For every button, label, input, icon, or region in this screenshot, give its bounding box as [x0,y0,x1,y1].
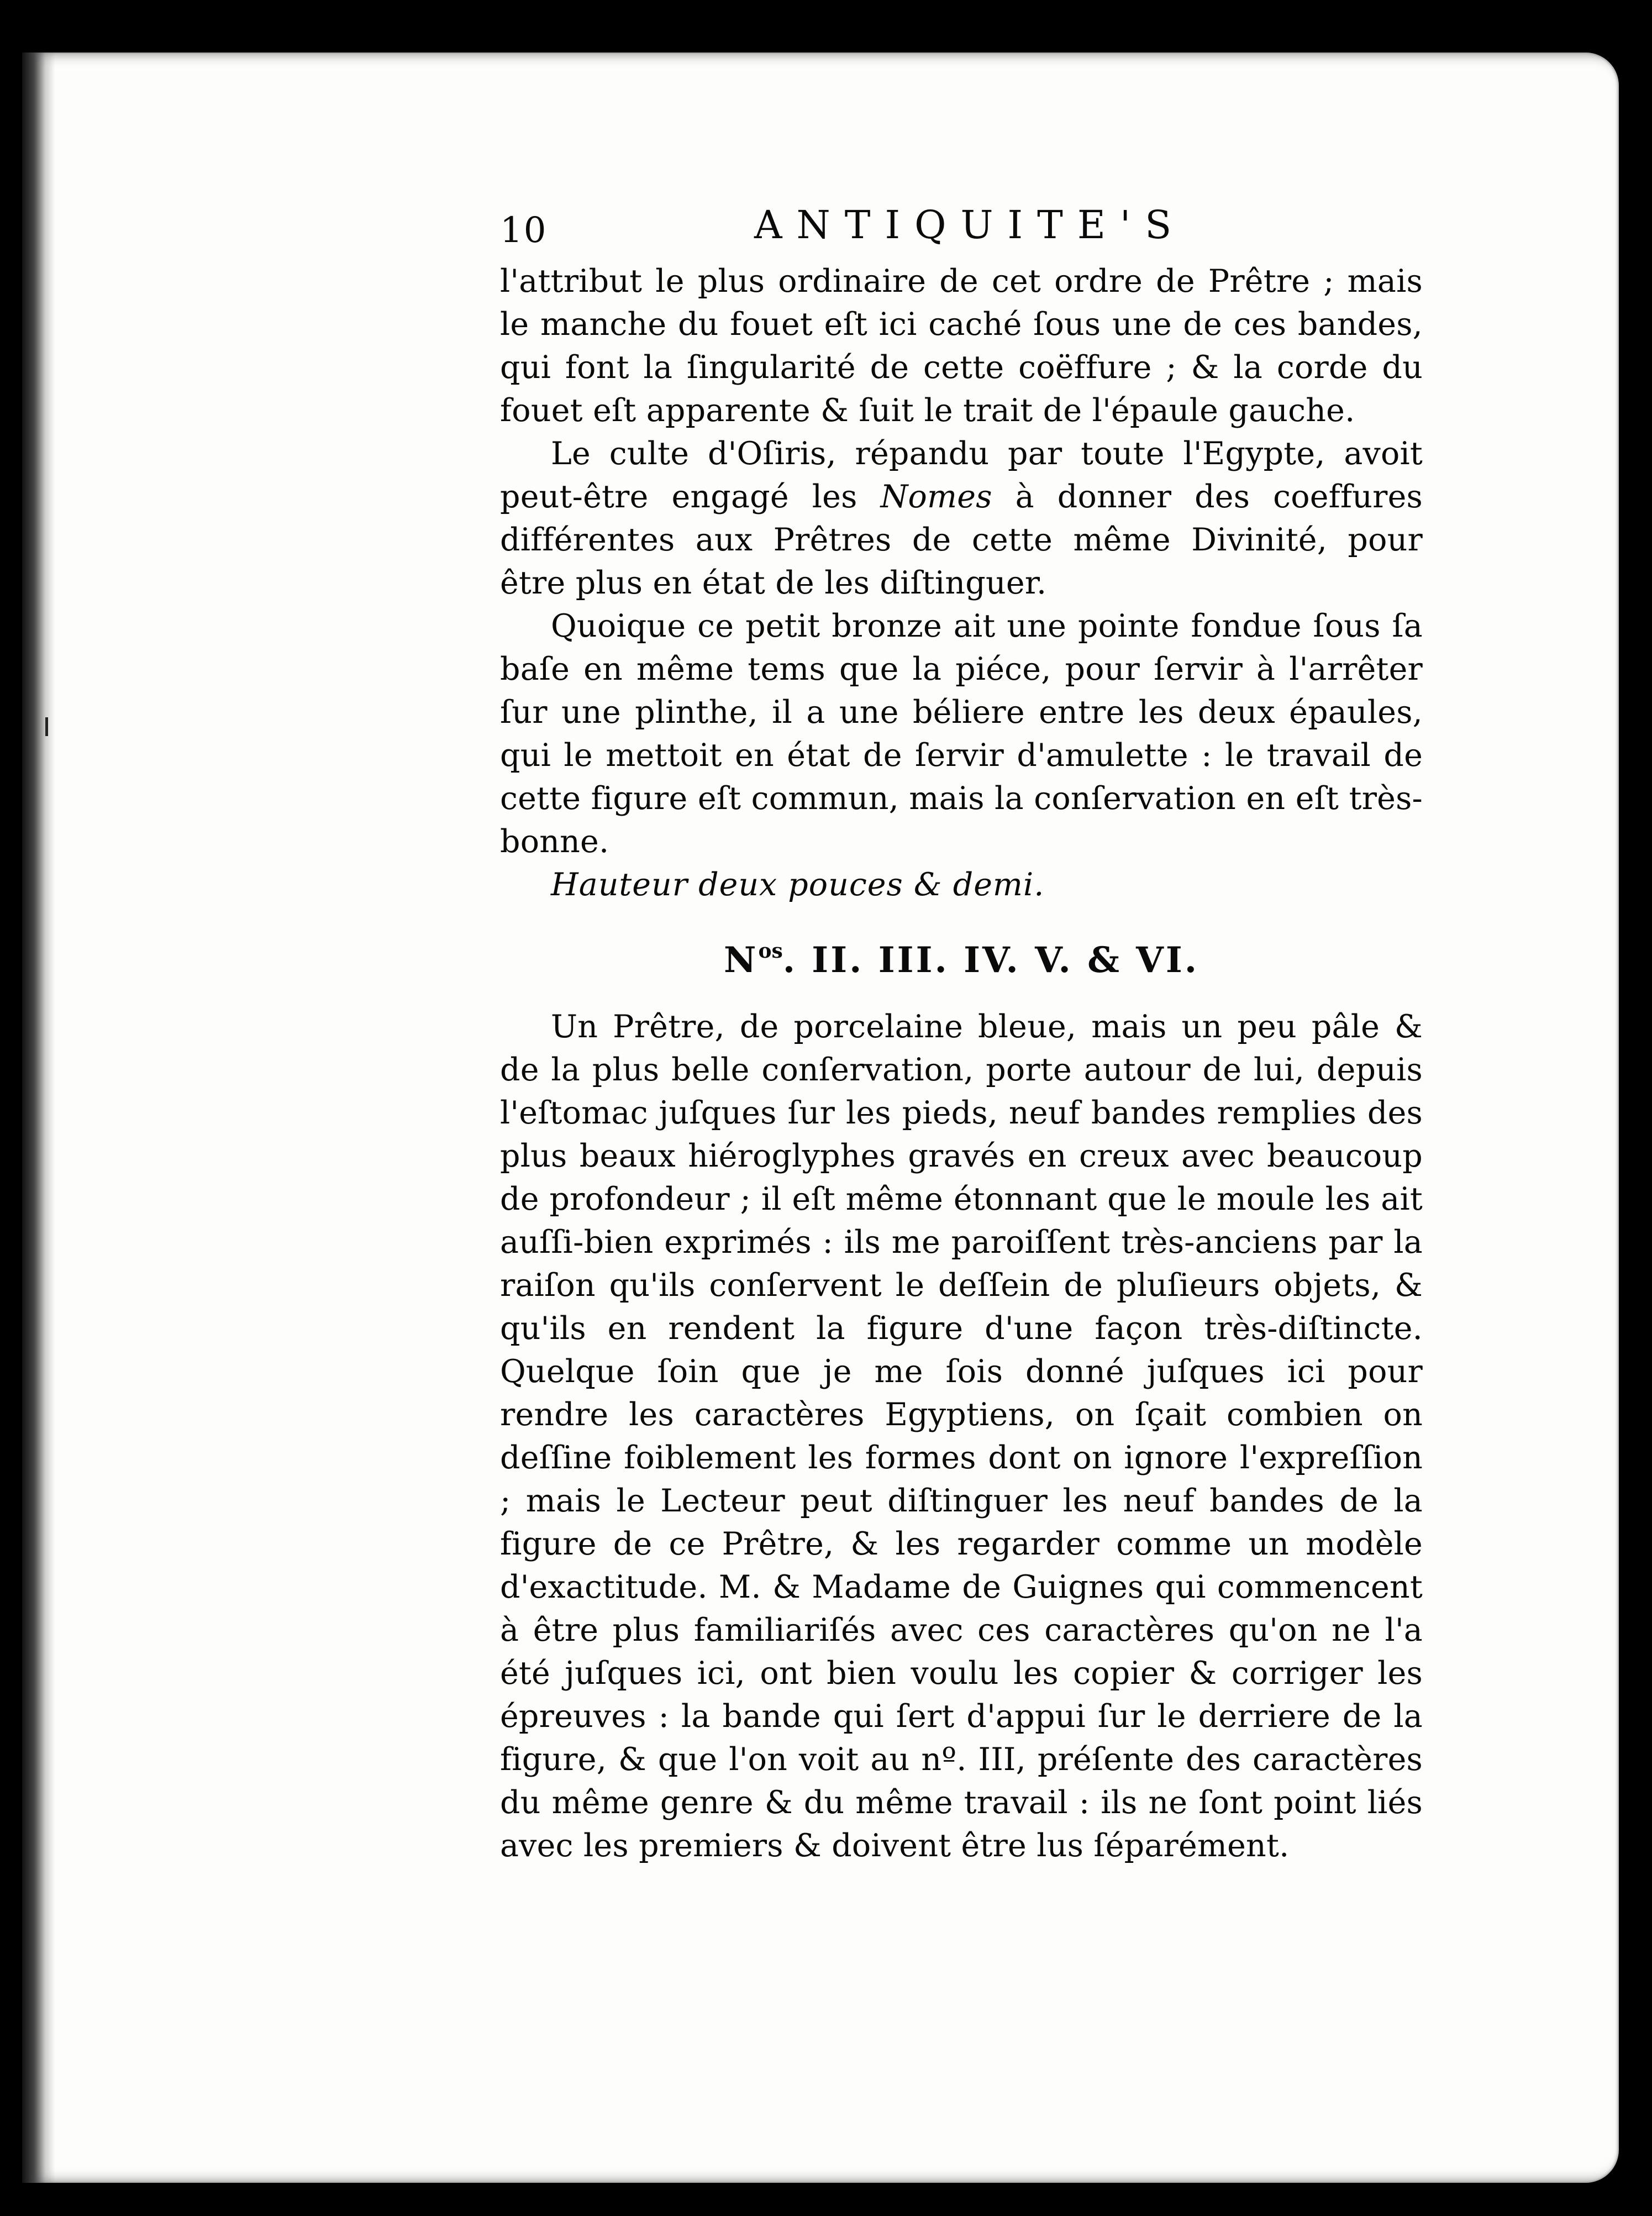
section-heading-title: . II. III. IV. V. & VI. [782,939,1199,981]
dimensions-caption: Hauteur deux pouces & demi. [551,867,1045,903]
section-heading-prefix: N [723,939,759,981]
running-title: ANTIQUITE'S [754,202,1186,248]
page-binding-shadow [22,52,55,2183]
paragraph-continuation: l'attribut le plus ordinaire de cet ordre de Prêtre ; mais le manche du fouet eſt ici caché ſous une de ces bandes, qui font la ſingularité de cette coëffure ; & la corde du fouet eſt apparente & ſuit le trait de l'épaule gauche. [500,263,1423,429]
text-block [500,199,1423,1867]
running-head [500,199,1423,254]
paragraph-osiris [500,432,1423,605]
paragraph-porcelain-priest: Un Prêtre, de porcelaine bleue, mais un peu pâle & de la plus belle conſervation, porte autour de lui, depuis l'eſtomac juſques ſur les pieds, neuf bandes remplies des plus beaux hiéroglyphes gravés en creux avec beaucoup de profondeur ; il eſt même étonnant que le moule les ait auſſi-bien exprimés : ils me paroiſſent très-anciens par la raiſon qu'ils conſervent le deſſein de pluſieurs objets, & qu'ils en rendent la figure d'une façon très-diſtincte. Quelque ſoin que je me ſois donné juſques ici pour rendre les caractères Egyptiens, on ſçait combien on deſſine foiblement les formes dont on ignore l'expreſſion ; mais le Lecteur peut diſtinguer les neuf bandes de la figure de ce Prêtre, & les regarder comme un modèle d'exactitude. M. & Madame de Guignes qui commencent à être plus familiariſés avec ces caractères qu'on ne l'a été juſques ici, ont bien voulu les copier & corriger les épreuves : la bande qui ſert d'appui ſur le derriere de la figure, & que l'on voit au nº. III, préſente des caractères du même genre & du même travail : ils ne ſont point liés avec les premiers & doivent être lus ſéparément. [500,1009,1423,1864]
margin-mark [45,717,48,736]
section-heading-superscript: os [758,939,783,963]
paragraph-osiris-text-before: Le culte d'Oſiris, répandu par toute l'Egypte, avoit peut-être engagé les [500,435,1423,515]
paragraph-osiris-text-after: à donner des coeffures différentes aux Prêtres de cette même Divinité, pour être plus en état de les diſtinguer. [500,479,1423,601]
page-number: 10 [500,210,548,251]
paragraph-osiris-italic-nomes: Nomes [880,479,992,515]
paragraph-bronze: Quoique ce petit bronze ait une pointe fondue ſous ſa baſe en même tems que la piéce, pour ſervir à l'arrêter ſur une plinthe, il a une béliere entre les deux épaules, qui le mettoit en état de ſervir d'amulette : le travail de cette figure eſt commun, mais la conſervation en eſt très-bonne. [500,608,1423,860]
section-heading [500,926,1423,985]
